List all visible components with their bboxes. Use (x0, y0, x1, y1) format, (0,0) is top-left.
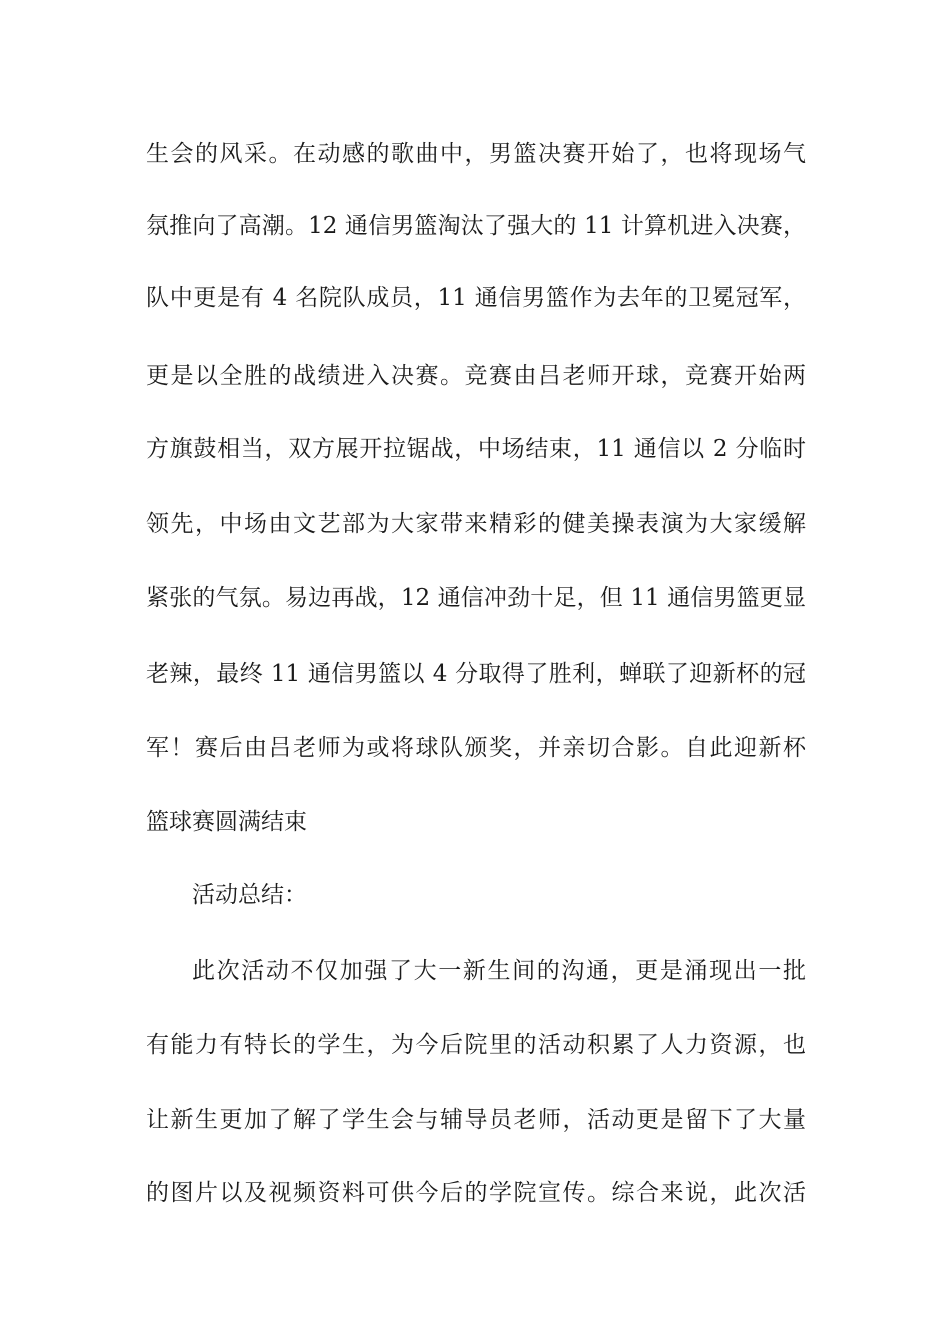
text-line: 方旗鼓相当，双方展开拉锯战，中场结束，11 通信以 2 分临时 (146, 436, 806, 462)
text-line: 队中更是有 4 名院队成员，11 通信男篮作为去年的卫冕冠军， (146, 285, 806, 311)
section-heading: 活动总结： (192, 882, 307, 908)
text-line: 更是以全胜的战绩进入决赛。竞赛由吕老师开球，竞赛开始两 (146, 363, 806, 389)
text-line: 生会的风采。在动感的歌曲中，男篮决赛开始了，也将现场气 (146, 141, 806, 167)
text-line: 有能力有特长的学生，为今后院里的活动积累了人力资源，也 (146, 1032, 806, 1058)
text-line-paragraph-start: 此次活动不仅加强了大一新生间的沟通，更是涌现出一批 (192, 958, 806, 984)
text-line: 军！赛后由吕老师为或将球队颁奖，并亲切合影。自此迎新杯 (146, 735, 806, 761)
text-line: 领先，中场由文艺部为大家带来精彩的健美操表演为大家缓解 (146, 511, 806, 537)
text-line-paragraph-end: 篮球赛圆满结束 (146, 809, 307, 835)
text-line: 紧张的气氛。易边再战，12 通信冲劲十足，但 11 通信男篮更显 (146, 585, 806, 611)
text-line: 的图片以及视频资料可供今后的学院宣传。综合来说，此次活 (146, 1180, 806, 1206)
text-line: 老辣，最终 11 通信男篮以 4 分取得了胜利，蝉联了迎新杯的冠 (146, 661, 806, 687)
text-line: 氛推向了高潮。12 通信男篮淘汰了强大的 11 计算机进入决赛， (146, 213, 806, 239)
text-line: 让新生更加了解了学生会与辅导员老师，活动更是留下了大量 (146, 1107, 806, 1133)
